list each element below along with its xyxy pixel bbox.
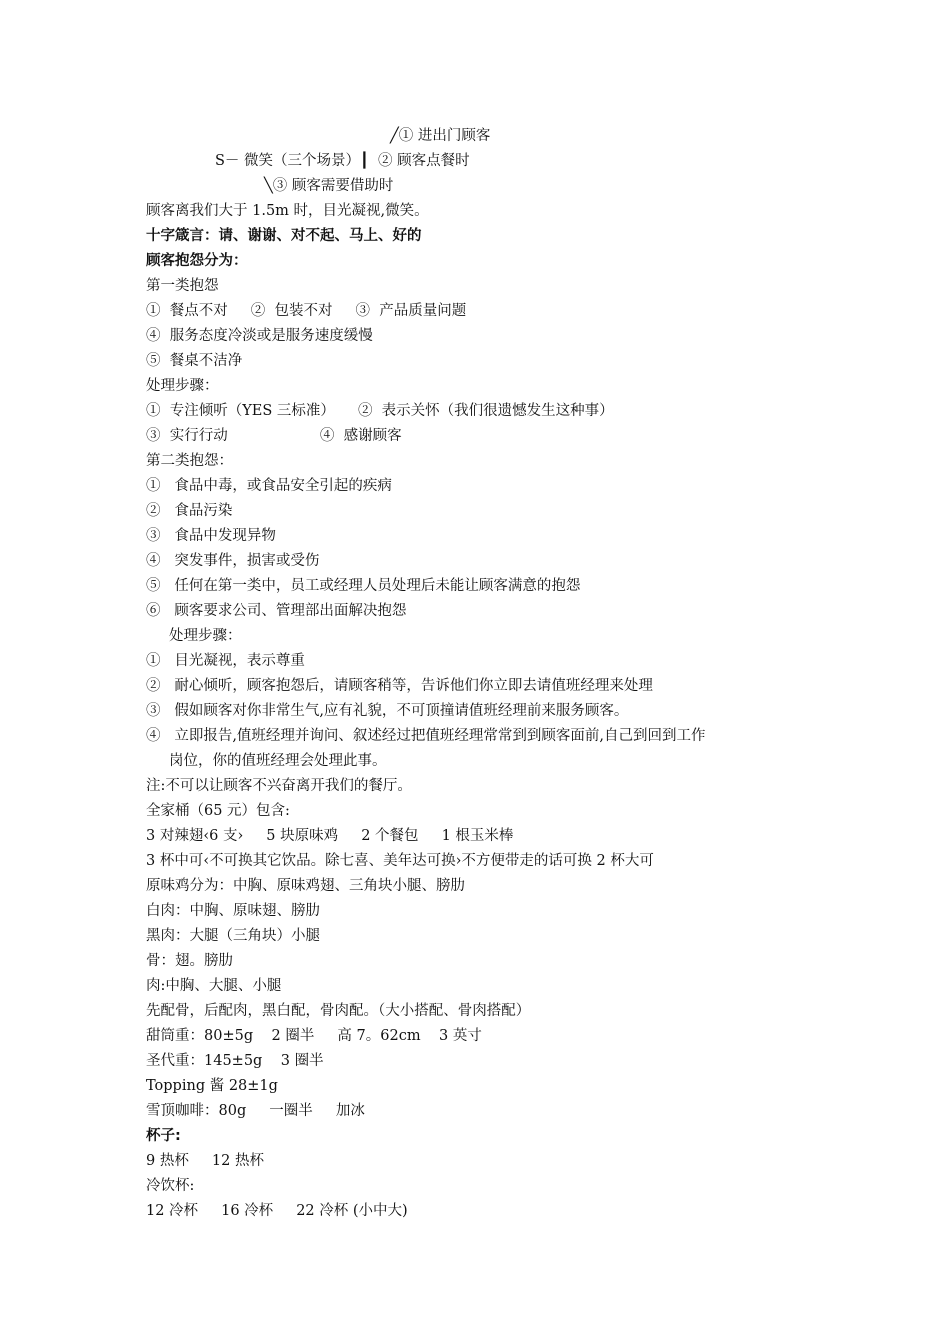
text-line: 第一类抱怨 xyxy=(146,278,219,294)
diagram-root-smile: S－ 微笑（三个场景）┃ ② 顾客点餐时 xyxy=(215,153,470,169)
text-line: 3 杯中可‹不可换其它饮品。除七喜、美年达可换›不方便带走的话可换 2 杯大可 xyxy=(146,853,654,869)
text-line: 9 热杯 12 热杯 xyxy=(146,1153,264,1169)
text-line: ④ 立即报告,值班经理并询问、叙述经过把值班经理常常到到顾客面前,自己到回到工作 xyxy=(146,728,706,744)
heading-cups: 杯子: xyxy=(146,1128,181,1144)
text-line: ① 餐点不对 ② 包装不对 ③ 产品质量问题 xyxy=(146,303,467,319)
text-line: ② 耐心倾听，顾客抱怨后，请顾客稍等，告诉他们你立即去请值班经理来处理 xyxy=(146,678,653,694)
text-line: ④ 服务态度冷淡或是服务速度缓慢 xyxy=(146,328,373,344)
text-line: 注:不可以让顾客不兴奋离开我们的餐厅。 xyxy=(146,778,412,794)
text-line: 原味鸡分为：中胸、原味鸡翅、三角块小腿、膀肋 xyxy=(146,878,465,894)
heading-complaint-types: 顾客抱怨分为： xyxy=(146,253,248,269)
text-line: 骨：翅。膀肋 xyxy=(146,953,233,969)
text-line: 甜筒重：80±5g 2 圈半 高 7。62cm 3 英寸 xyxy=(146,1028,482,1044)
text-line: ⑥ 顾客要求公司、管理部出面解决抱怨 xyxy=(146,603,407,619)
text-line: ① 食品中毒，或食品安全引起的疾病 xyxy=(146,478,392,494)
text-line: 12 冷杯 16 冷杯 22 冷杯 (小中大) xyxy=(146,1203,408,1219)
text-line: 肉:中胸、大腿、小腿 xyxy=(146,978,282,994)
text-line: 处理步骤： xyxy=(146,628,242,644)
text-line: 顾客离我们大于 1.5m 时，目光凝视,微笑。 xyxy=(146,203,429,219)
text-line: ② 食品污染 xyxy=(146,503,233,519)
text-line: ⑤ 餐桌不洁净 xyxy=(146,353,243,369)
text-line: ③ 食品中发现异物 xyxy=(146,528,276,544)
text-line: 圣代重：145±5g 3 圈半 xyxy=(146,1053,324,1069)
heading-ten-words: 十字箴言：请、谢谢、对不起、马上、好的 xyxy=(146,228,422,244)
text-line: ① 专注倾听（YES 三标准） ② 表示关怀（我们很遗憾发生这种事） xyxy=(146,403,614,419)
text-line: 全家桶（65 元）包含: xyxy=(146,803,290,819)
text-line: ③ 实行行动 ④ 感谢顾客 xyxy=(146,428,402,444)
text-line: 3 对辣翅‹6 支› 5 块原味鸡 2 个餐包 1 根玉米棒 xyxy=(146,828,514,844)
text-line: 雪顶咖啡：80g 一圈半 加冰 xyxy=(146,1103,365,1119)
text-line: 第二类抱怨： xyxy=(146,453,233,469)
text-line: ③ 假如顾客对你非常生气,应有礼貌，不可顶撞请值班经理前来服务顾客。 xyxy=(146,703,629,719)
text-line: 黑肉：大腿（三角块）小腿 xyxy=(146,928,320,944)
diagram-branch-entry: ╱① 进出门顾客 xyxy=(390,128,491,144)
diagram-branch-help: ╲③ 顾客需要借助时 xyxy=(264,178,394,194)
text-line: Topping 酱 28±1g xyxy=(146,1078,278,1094)
text-line: 白肉：中胸、原味翅、膀肋 xyxy=(146,903,320,919)
text-line: 冷饮杯: xyxy=(146,1178,195,1194)
text-line: 先配骨，后配肉，黑白配，骨肉配。（大小搭配、骨肉搭配） xyxy=(146,1003,531,1019)
text-line: ⑤ 任何在第一类中，员工或经理人员处理后未能让顾客满意的抱怨 xyxy=(146,578,581,594)
text-line: ① 目光凝视，表示尊重 xyxy=(146,653,305,669)
text-line: 岗位，你的值班经理会处理此事。 xyxy=(146,753,387,769)
text-line: ④ 突发事件，损害或受伤 xyxy=(146,553,320,569)
text-line: 处理步骤： xyxy=(146,378,219,394)
